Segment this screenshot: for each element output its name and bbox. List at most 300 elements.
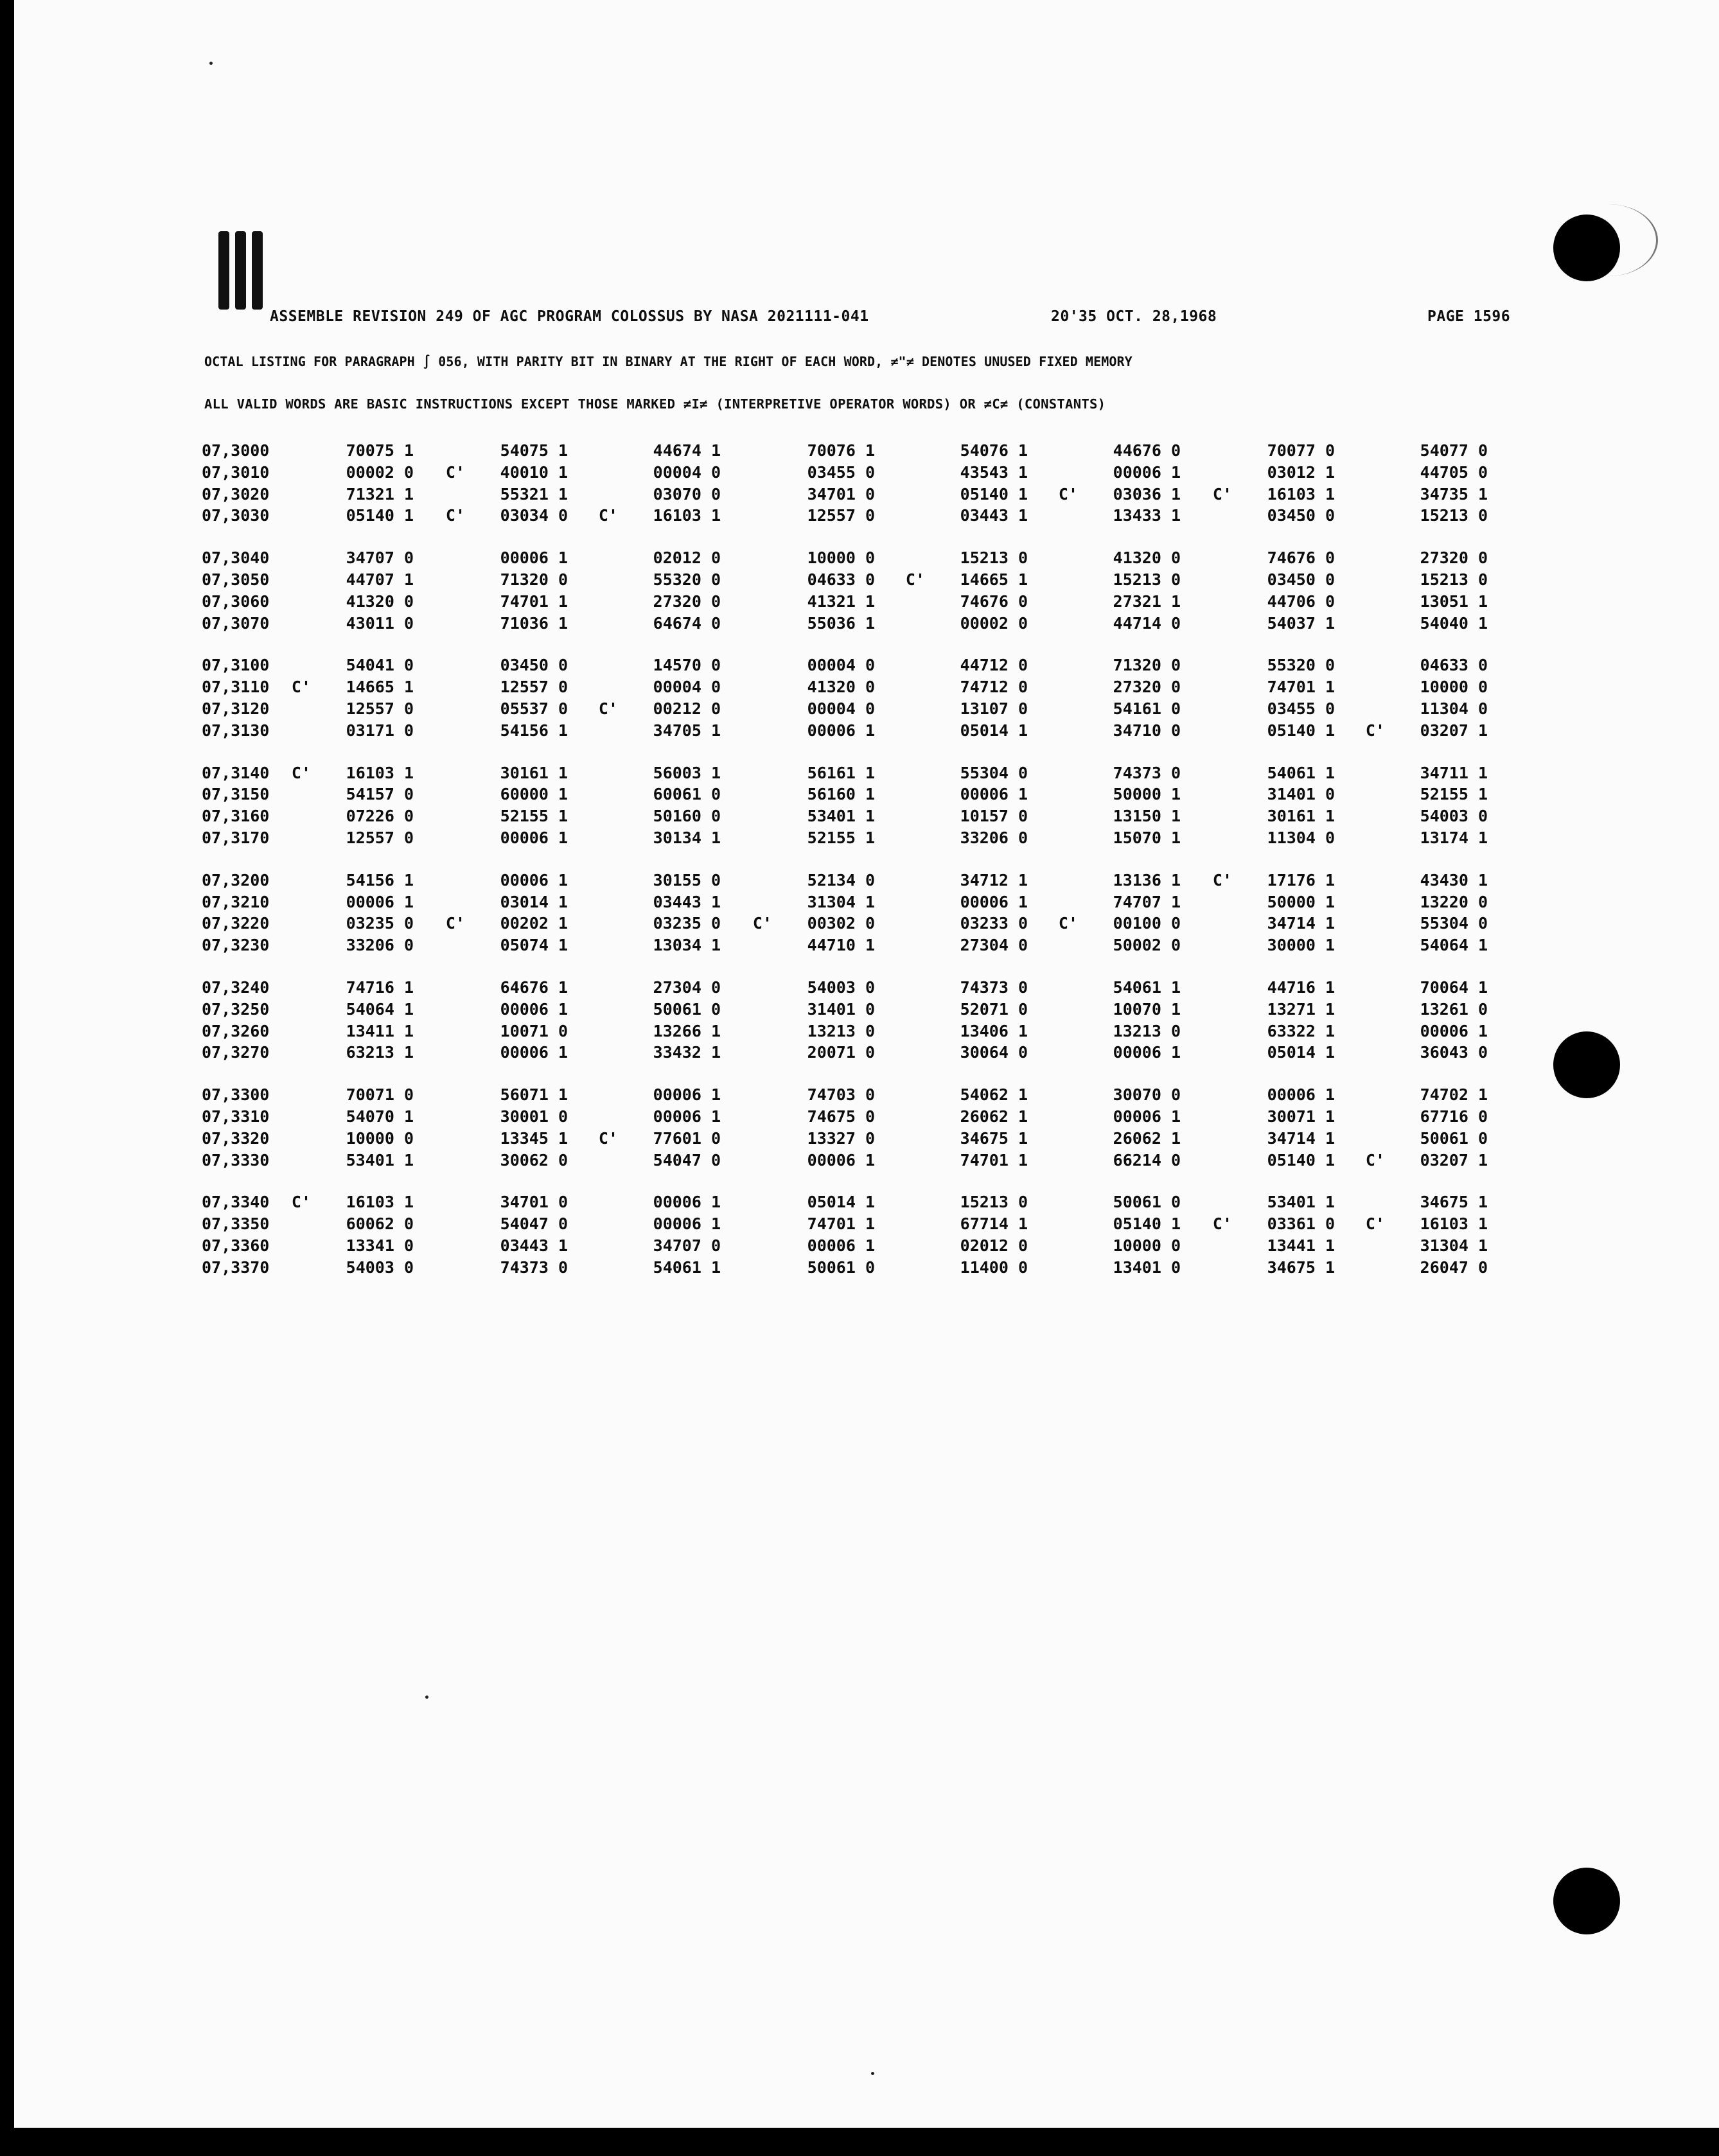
octal-word: 54070 1 [346,1107,414,1126]
octal-word: 00006 1 [1420,1021,1488,1040]
octal-word: 14570 0 [653,656,721,675]
octal-word: 31401 0 [1267,785,1335,804]
octal-word: 34711 1 [1420,763,1488,782]
octal-word: 05074 1 [500,936,568,955]
octal-word: 16103 1 [346,763,414,782]
octal-word: 50061 0 [1113,1193,1181,1212]
constant-marker: C' [1365,1214,1385,1234]
octal-word: 00006 1 [960,892,1028,911]
octal-word: 13174 1 [1420,828,1488,847]
octal-word: 74676 0 [960,592,1028,611]
octal-word: 70077 0 [1267,441,1335,460]
constant-marker: C' [1212,870,1232,890]
memory-address: 07,3020 [202,484,270,504]
octal-word: 13150 1 [1113,807,1181,826]
octal-word: 54047 0 [653,1150,721,1170]
octal-word: 27320 0 [1420,548,1488,568]
octal-word: 31304 1 [1420,1236,1488,1255]
constant-marker: C' [291,678,311,697]
octal-word: 34712 1 [960,870,1028,890]
octal-word: 15070 1 [1113,828,1181,847]
octal-word: 27321 1 [1113,592,1181,611]
octal-word: 13433 1 [1113,506,1181,525]
octal-word: 13136 1 [1113,870,1181,890]
octal-word: 34735 1 [1420,484,1488,504]
constant-marker: C' [1365,721,1385,740]
octal-word: 17176 1 [1267,870,1335,890]
memory-address: 07,3110 [202,678,270,697]
listing-row [14,934,1556,956]
octal-word: 05140 1 [346,506,414,525]
octal-word: 00004 0 [807,699,875,718]
octal-word: 02012 0 [960,1236,1028,1255]
octal-word: 13213 0 [807,1021,875,1040]
octal-word: 13341 0 [346,1236,414,1255]
listing-row [14,805,1556,827]
octal-word: 15213 0 [1420,570,1488,589]
memory-address: 07,3100 [202,656,270,675]
octal-word: 03455 0 [807,462,875,482]
listing-row [14,720,1556,742]
listing-row [14,1257,1556,1279]
octal-word: 30000 1 [1267,936,1335,955]
octal-word: 05014 1 [1267,1043,1335,1062]
listing-row [14,505,1556,527]
constant-marker: C' [1212,1214,1232,1234]
octal-word: 54076 1 [960,441,1028,460]
octal-word: 77601 0 [653,1128,721,1148]
octal-word: 33432 1 [653,1043,721,1062]
octal-word: 74701 1 [1267,678,1335,697]
octal-word: 05140 1 [960,484,1028,504]
octal-word: 56071 1 [500,1085,568,1105]
octal-word: 53401 1 [807,807,875,826]
octal-word: 64676 1 [500,978,568,997]
memory-address: 07,3060 [202,592,270,611]
constant-marker: C' [598,1128,618,1148]
octal-word: 74701 1 [807,1214,875,1234]
octal-word: 34675 1 [1267,1258,1335,1277]
listing-row [14,977,1556,999]
octal-word: 36043 0 [1420,1043,1488,1062]
octal-word: 50061 0 [653,999,721,1019]
octal-word: 02012 0 [653,548,721,568]
constant-marker: C' [445,914,465,933]
header-listing-description: OCTAL LISTING FOR PARAGRAPH ∫ 056, WITH PARITY BIT IN BINARY AT THE RIGHT OF EACH WORD, ≠"≠ DENOTES UNUSED FIXED MEMORY [204,354,1133,369]
octal-word: 43543 1 [960,462,1028,482]
octal-word: 03443 1 [653,892,721,911]
octal-word: 55304 0 [1420,914,1488,933]
memory-address: 07,3370 [202,1258,270,1277]
octal-word: 10000 0 [807,548,875,568]
octal-word: 03207 1 [1420,1150,1488,1170]
octal-word: 30161 1 [1267,807,1335,826]
octal-word: 03455 0 [1267,699,1335,718]
octal-word: 12557 0 [346,828,414,847]
octal-word: 12557 0 [500,678,568,697]
octal-word: 55320 0 [653,570,721,589]
octal-word: 26062 1 [960,1107,1028,1126]
octal-word: 52155 1 [1420,785,1488,804]
octal-word: 13345 1 [500,1128,568,1148]
octal-word: 00006 1 [346,892,414,911]
octal-word: 44712 0 [960,656,1028,675]
octal-word: 00100 0 [1113,914,1181,933]
paper-speck [425,1696,428,1699]
octal-word: 00006 1 [1113,462,1181,482]
octal-word: 00004 0 [653,678,721,697]
octal-word: 52071 0 [960,999,1028,1019]
octal-word: 30001 0 [500,1107,568,1126]
memory-address: 07,3130 [202,721,270,740]
octal-word: 20071 0 [807,1043,875,1062]
octal-word: 54041 0 [346,656,414,675]
octal-word: 00006 1 [1113,1043,1181,1062]
octal-word: 52155 1 [500,807,568,826]
octal-word: 30064 0 [960,1043,1028,1062]
listing-row [14,591,1556,613]
octal-word: 00006 1 [807,1150,875,1170]
octal-word: 03450 0 [500,656,568,675]
header-timestamp: 20'35 OCT. 28,1968 [1051,308,1217,325]
octal-word: 63213 1 [346,1043,414,1062]
octal-word: 53401 1 [1267,1193,1335,1212]
printout-page [14,0,1719,2128]
listing-row [14,676,1556,698]
octal-word: 55036 1 [807,613,875,633]
octal-word: 14665 1 [960,570,1028,589]
index-bar [252,231,263,310]
octal-word: 54156 1 [500,721,568,740]
octal-word: 74712 0 [960,678,1028,697]
header-assemble-line: ASSEMBLE REVISION 249 OF AGC PROGRAM COLOSSUS BY NASA 2021111-041 [270,308,869,325]
octal-word: 16103 1 [1267,484,1335,504]
octal-word: 00212 0 [653,699,721,718]
octal-word: 03036 1 [1113,484,1181,504]
octal-word: 54061 1 [1267,763,1335,782]
octal-word: 44710 1 [807,936,875,955]
octal-word: 26062 1 [1113,1128,1181,1148]
octal-word: 70064 1 [1420,978,1488,997]
octal-word: 27320 0 [1113,678,1181,697]
octal-word: 50002 0 [1113,936,1181,955]
octal-word: 30161 1 [500,763,568,782]
octal-word: 70075 1 [346,441,414,460]
octal-word: 74373 0 [960,978,1028,997]
index-bar [235,231,246,310]
octal-word: 44676 0 [1113,441,1181,460]
octal-word: 41320 0 [1113,548,1181,568]
octal-word: 54156 1 [346,870,414,890]
octal-word: 03012 1 [1267,462,1335,482]
octal-word: 12557 0 [346,699,414,718]
octal-word: 74716 1 [346,978,414,997]
octal-word: 50160 0 [653,807,721,826]
octal-word: 00006 1 [807,721,875,740]
octal-word: 33206 0 [346,936,414,955]
header-instruction-note: ALL VALID WORDS ARE BASIC INSTRUCTIONS EXCEPT THOSE MARKED ≠I≠ (INTERPRETIVE OPERATOR WORDS) OR ≠C≠ (CONSTANTS) [204,396,1106,412]
octal-word: 54003 0 [807,978,875,997]
constant-marker: C' [1365,1150,1385,1170]
listing-row [14,999,1556,1021]
listing-row [14,827,1556,849]
listing-row [14,891,1556,913]
octal-word: 03070 0 [653,484,721,504]
octal-word: 44716 1 [1267,978,1335,997]
octal-word: 54064 1 [1420,936,1488,955]
octal-word: 54075 1 [500,441,568,460]
listing-row [14,1021,1556,1042]
octal-word: 00006 1 [653,1085,721,1105]
punch-hole-top [1553,215,1620,281]
paper-speck [209,62,213,65]
octal-word: 50000 1 [1267,892,1335,911]
octal-word: 44674 1 [653,441,721,460]
listing-row [14,440,1556,462]
octal-word: 54077 0 [1420,441,1488,460]
octal-word: 74675 0 [807,1107,875,1126]
listing-row [14,698,1556,720]
memory-address: 07,3220 [202,914,270,933]
octal-word: 74701 1 [960,1150,1028,1170]
octal-word: 43011 0 [346,613,414,633]
octal-word: 00006 1 [500,828,568,847]
listing-row [14,1213,1556,1235]
octal-word: 27304 0 [960,936,1028,955]
index-bar [218,231,229,310]
octal-word: 13213 0 [1113,1021,1181,1040]
octal-word: 03443 1 [500,1236,568,1255]
constant-marker: C' [291,1193,311,1212]
octal-word: 13406 1 [960,1021,1028,1040]
octal-word: 00006 1 [500,870,568,890]
memory-address: 07,3300 [202,1085,270,1105]
octal-word: 67716 0 [1420,1107,1488,1126]
octal-word: 44707 1 [346,570,414,589]
listing-row [14,613,1556,635]
octal-word: 50000 1 [1113,785,1181,804]
octal-word: 56003 1 [653,763,721,782]
octal-word: 13107 0 [960,699,1028,718]
octal-word: 27320 0 [653,592,721,611]
octal-word: 64674 0 [653,613,721,633]
header-page-number: PAGE 1596 [1427,308,1511,325]
octal-word: 04633 0 [1420,656,1488,675]
octal-word: 60061 0 [653,785,721,804]
octal-word: 52155 1 [807,828,875,847]
octal-word: 03450 0 [1267,570,1335,589]
octal-word: 05014 1 [807,1193,875,1212]
octal-word: 74703 0 [807,1085,875,1105]
listing-row [14,784,1556,805]
octal-word: 15213 0 [960,548,1028,568]
listing-row [14,913,1556,934]
constant-marker: C' [598,506,618,525]
octal-word: 34701 0 [807,484,875,504]
octal-word: 41321 1 [807,592,875,611]
memory-address: 07,3210 [202,892,270,911]
octal-word: 12557 0 [807,506,875,525]
octal-word: 03235 0 [653,914,721,933]
octal-word: 27304 0 [653,978,721,997]
octal-word: 13266 1 [653,1021,721,1040]
punch-hole-middle [1553,1031,1620,1098]
memory-address: 07,3330 [202,1150,270,1170]
octal-word: 67714 1 [960,1214,1028,1234]
octal-word: 74702 1 [1420,1085,1488,1105]
octal-word: 13271 1 [1267,999,1335,1019]
listing-row [14,1042,1556,1064]
listing-row [14,1150,1556,1171]
octal-word: 31401 0 [807,999,875,1019]
octal-word: 00006 1 [500,548,568,568]
octal-word: 30155 0 [653,870,721,890]
octal-word: 10070 1 [1113,999,1181,1019]
octal-word: 13261 0 [1420,999,1488,1019]
octal-word: 03235 0 [346,914,414,933]
octal-word: 40010 1 [500,462,568,482]
octal-word: 54003 0 [346,1258,414,1277]
octal-word: 03014 1 [500,892,568,911]
constant-marker: C' [445,462,465,482]
memory-address: 07,3260 [202,1021,270,1040]
octal-word: 74676 0 [1267,548,1335,568]
memory-address: 07,3320 [202,1128,270,1148]
octal-word: 13051 1 [1420,592,1488,611]
octal-word: 26047 0 [1420,1258,1488,1277]
octal-word: 34710 0 [1113,721,1181,740]
octal-word: 34701 0 [500,1193,568,1212]
octal-word: 03450 0 [1267,506,1335,525]
octal-word: 60000 1 [500,785,568,804]
octal-word: 70076 1 [807,441,875,460]
octal-word: 34714 1 [1267,914,1335,933]
listing-row [14,1235,1556,1257]
octal-word: 05537 0 [500,699,568,718]
octal-word: 13411 1 [346,1021,414,1040]
octal-word: 34707 0 [653,1236,721,1255]
octal-word: 00002 0 [346,462,414,482]
memory-address: 07,3170 [202,828,270,847]
octal-word: 52134 0 [807,870,875,890]
octal-word: 54157 0 [346,785,414,804]
octal-word: 54061 1 [653,1258,721,1277]
octal-word: 00006 1 [807,1236,875,1255]
octal-word: 71036 1 [500,613,568,633]
octal-word: 54062 1 [960,1085,1028,1105]
octal-word: 74707 1 [1113,892,1181,911]
octal-word: 44706 0 [1267,592,1335,611]
octal-word: 14665 1 [346,678,414,697]
memory-address: 07,3120 [202,699,270,718]
listing-row [14,462,1556,484]
octal-word: 71320 0 [500,570,568,589]
octal-word: 54040 1 [1420,613,1488,633]
octal-word: 10000 0 [1113,1236,1181,1255]
octal-word: 13441 1 [1267,1236,1335,1255]
octal-word: 16103 1 [346,1193,414,1212]
memory-address: 07,3160 [202,807,270,826]
octal-word: 44705 0 [1420,462,1488,482]
octal-word: 13220 0 [1420,892,1488,911]
listing-row [14,1106,1556,1128]
constant-marker: C' [905,570,925,589]
listing-row [14,762,1556,784]
octal-word: 15213 0 [1113,570,1181,589]
listing-row [14,870,1556,891]
octal-word: 50061 0 [807,1258,875,1277]
octal-word: 00202 1 [500,914,568,933]
octal-word: 03443 1 [960,506,1028,525]
octal-word: 66214 0 [1113,1150,1181,1170]
octal-word: 10071 0 [500,1021,568,1040]
octal-word: 34707 0 [346,548,414,568]
constant-marker: C' [291,763,311,782]
memory-address: 07,3040 [202,548,270,568]
octal-word: 34675 1 [960,1128,1028,1148]
memory-address: 07,3200 [202,870,270,890]
memory-address: 07,3010 [202,462,270,482]
octal-word: 00006 1 [960,785,1028,804]
octal-word: 11304 0 [1267,828,1335,847]
octal-word: 44714 0 [1113,613,1181,633]
octal-word: 30070 0 [1113,1085,1181,1105]
octal-word: 00006 1 [1113,1107,1181,1126]
octal-word: 03361 0 [1267,1214,1335,1234]
octal-word: 56160 1 [807,785,875,804]
octal-word: 16103 1 [653,506,721,525]
memory-address: 07,3070 [202,613,270,633]
octal-word: 71321 1 [346,484,414,504]
memory-address: 07,3360 [202,1236,270,1255]
memory-address: 07,3230 [202,936,270,955]
octal-word: 15213 0 [960,1193,1028,1212]
octal-word: 00006 1 [1267,1085,1335,1105]
octal-word: 34675 1 [1420,1193,1488,1212]
paper-speck [871,2072,874,2075]
octal-word: 00006 1 [500,999,568,1019]
octal-word: 00006 1 [653,1107,721,1126]
listing-row [14,484,1556,505]
octal-word: 03233 0 [960,914,1028,933]
octal-word: 00004 0 [807,656,875,675]
constant-marker: C' [752,914,772,933]
constant-marker: C' [445,506,465,525]
octal-word: 54037 1 [1267,613,1335,633]
octal-word: 05014 1 [960,721,1028,740]
octal-word: 33206 0 [960,828,1028,847]
octal-word: 05140 1 [1267,1150,1335,1170]
memory-address: 07,3310 [202,1107,270,1126]
octal-word: 56161 1 [807,763,875,782]
octal-word: 13327 0 [807,1128,875,1148]
octal-word: 03171 0 [346,721,414,740]
octal-word: 54061 1 [1113,978,1181,997]
listing-row [14,547,1556,569]
octal-word: 07226 0 [346,807,414,826]
memory-address: 07,3350 [202,1214,270,1234]
constant-marker: C' [1212,484,1232,504]
listing-row [14,569,1556,591]
memory-address: 07,3270 [202,1043,270,1062]
octal-word: 55321 1 [500,484,568,504]
octal-word: 41320 0 [807,678,875,697]
octal-word: 55320 0 [1267,656,1335,675]
octal-word: 00002 0 [960,613,1028,633]
octal-word: 34714 1 [1267,1128,1335,1148]
octal-word: 53401 1 [346,1150,414,1170]
octal-word: 16103 1 [1420,1214,1488,1234]
